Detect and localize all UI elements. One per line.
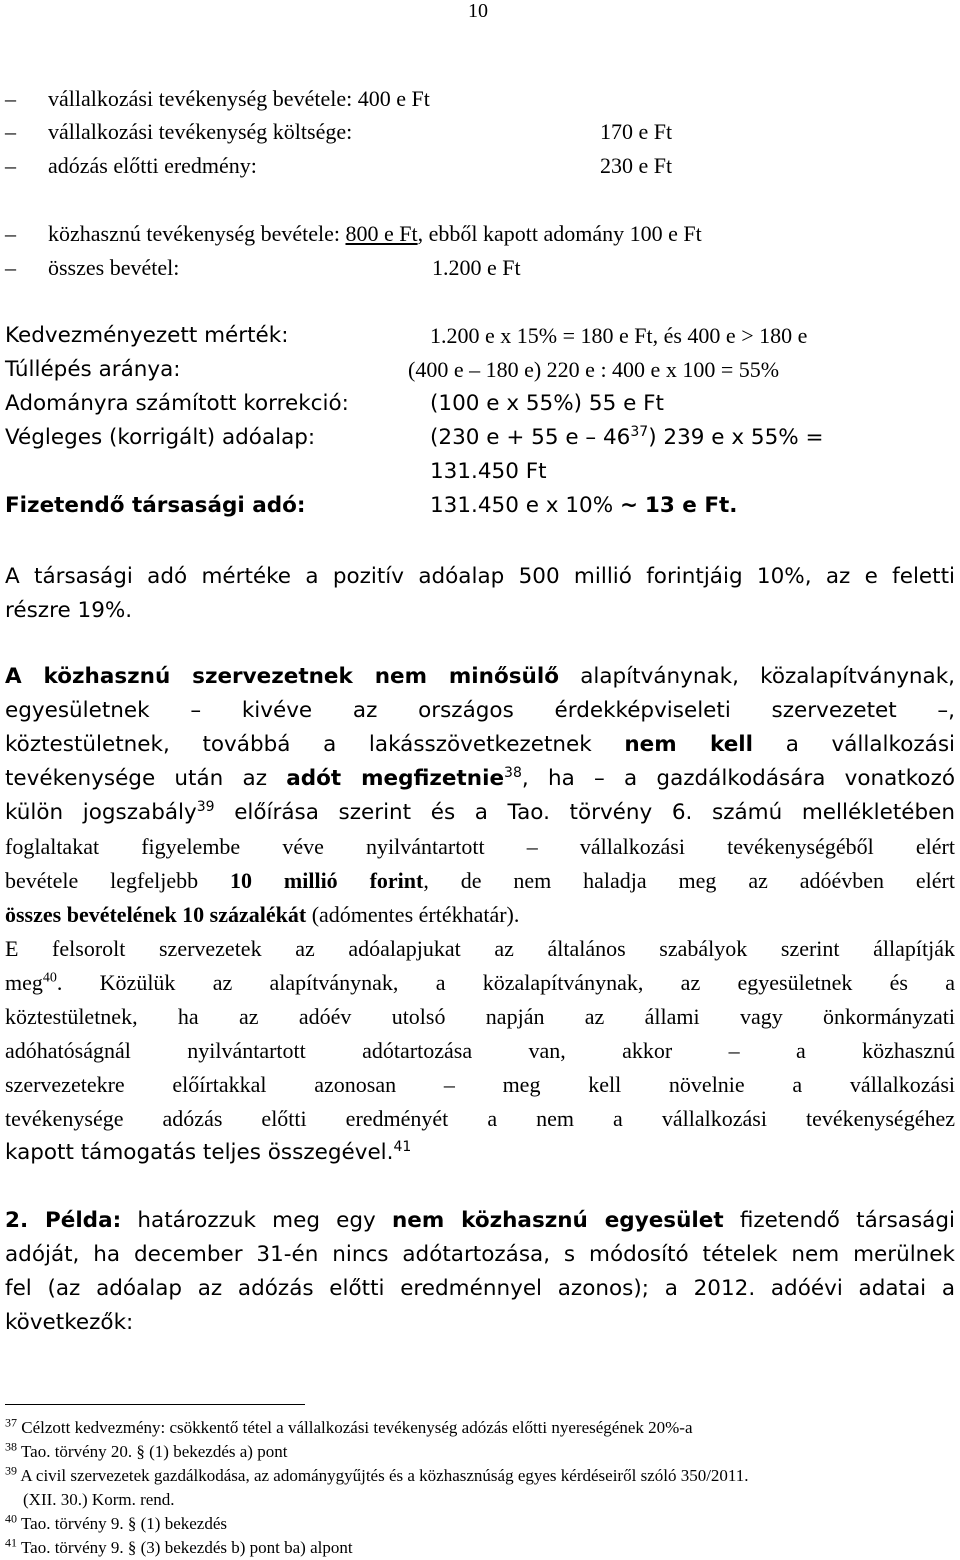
list-item-label: adózás előtti eredmény: <box>48 153 257 178</box>
footnote-ref: 40 <box>42 970 57 986</box>
footnote: $^{41}$ Tao. törvény 9. § (3) bekezdés b) pont ba) alpont <box>5 1535 353 1557</box>
footnote-ref: 41 <box>393 1138 412 1155</box>
list-dash: – <box>5 221 16 246</box>
calc-label: Túllépés aránya: <box>5 357 181 382</box>
footnote-ref: 38 <box>504 764 522 781</box>
calc-label: Kedvezményezett mérték: <box>5 323 289 348</box>
calc-value: 1.200 e x 15% = 180 e Ft, és 400 e > 180 e <box>430 323 808 348</box>
list-item-label: közhasznú tevékenység bevétele: 800 e Ft, ebből kapott adomány 100 e Ft <box>48 221 702 246</box>
calc-value: 131.450 Ft <box>430 459 547 484</box>
footnote: $^{38}$ Tao. törvény 20. § (1) bekezdés a) pont <box>5 1439 288 1461</box>
calc-label: Adományra számított korrekció: <box>5 391 349 416</box>
list-item-label: összes bevétel: <box>48 255 180 280</box>
calc-label: Fizetendő társasági adó: <box>5 493 306 518</box>
page-number: 10 <box>468 0 488 22</box>
list-item-label: vállalkozási tevékenység bevétele: 400 e Ft <box>48 86 430 111</box>
list-dash: – <box>5 119 16 144</box>
list-item-value: 230 e Ft <box>600 153 673 178</box>
list-dash: – <box>5 255 16 280</box>
footnote: $^{40}$ Tao. törvény 9. § (1) bekezdés <box>5 1511 227 1533</box>
calc-value: (230 e + 55 e – $46^{37}$) 239 e x 55% = <box>430 423 824 450</box>
footnote: $^{37}$ Célzott kedvezmény: csökkentő tétel a vállalkozási tevékenység adózás előtti nyereségének 20%-a <box>5 1415 693 1437</box>
calc-value: (400 e – 180 e) 220 e : 400 e x 100 = 55% <box>408 357 780 382</box>
list-dash: – <box>5 153 16 178</box>
footnote-ref: 37 <box>630 423 649 440</box>
approx-sign: ~ <box>620 493 639 518</box>
calc-value: 131.450 e x 10% ~ 13 e Ft. <box>430 493 738 518</box>
underlined-amount: 800 e Ft <box>345 221 418 246</box>
list-item-value: 1.200 e Ft <box>432 255 521 280</box>
list-dash: – <box>5 86 16 111</box>
calc-label: Végleges (korrigált) adóalap: <box>5 425 316 450</box>
footnote-continuation: (XII. 30.) Korm. rend. <box>23 1490 175 1509</box>
calc-value: (100 e x 55%) 55 e Ft <box>430 391 664 416</box>
footnote-divider <box>5 1404 305 1405</box>
footnote-ref: 39 <box>196 798 215 815</box>
list-item-value: 170 e Ft <box>600 119 673 144</box>
footnote: $^{39}$ A civil szervezetek gazdálkodása, az adománygyűjtés és a közhasznúság egyes kérdéseiről szóló 350/2011. <box>5 1463 749 1485</box>
list-item-label: vállalkozási tevékenység költsége: <box>48 119 353 144</box>
